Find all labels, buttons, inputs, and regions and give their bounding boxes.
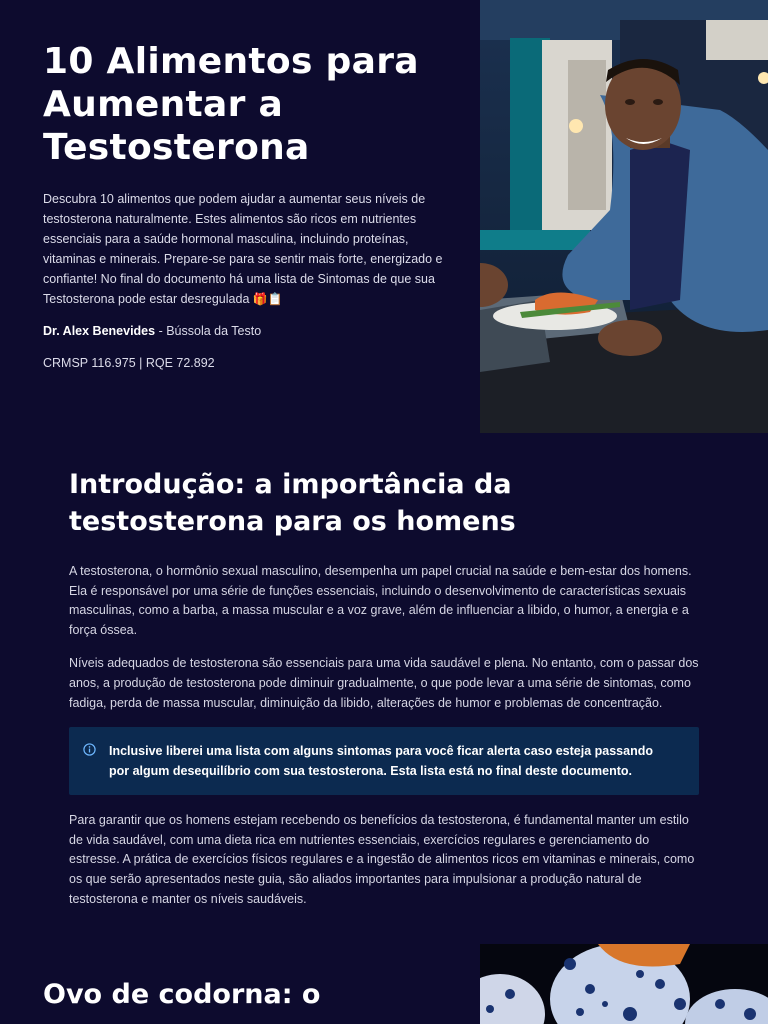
- intro-paragraph-1: A testosterona, o hormônio sexual masculino, desempenha um papel crucial na saúde e bem-estar dos homens. Ela é responsável por uma série de funções essenciais, incluindo o desenvolvimento de características sexuais masculinas, como a barba, a massa muscular e a voz grave, além de influenciar a libido, o humor, a energia e a força óssea.: [69, 564, 692, 637]
- intro-paragraph-3: Para garantir que os homens estejam recebendo os benefícios da testosterona, é fundamental manter um estilo de vida saudável, com uma dieta rica em nutrientes essenciais, exercícios regulares e gerenciamento do estresse. A prática de exercícios físicos regulares e a ingestão de alimentos ricos em vitaminas e minerais, como os que serão apresentados neste guia, são aliados importantes para impulsionar a produção natural de testosterona e manter os níveis saudáveis.: [69, 813, 695, 906]
- quail-eggs-photo: [480, 944, 768, 1024]
- hero-description: [43, 189, 443, 309]
- intro-paragraph-2: Níveis adequados de testosterona são essenciais para uma vida saudável e plena. No entanto, com o passar dos anos, a produção de testosterona pode diminuir gradualmente, o que pode levar a uma série de sintomas, como fadiga, perda de massa muscular, diminuição da libido, alterações de humor e problemas de concentração.: [69, 656, 699, 710]
- info-callout: [69, 727, 699, 795]
- section-heading-quail-egg: Ovo de codorna: o: [43, 979, 321, 1010]
- page-title: 10 Alimentos para Aumentar a Testosterona: [43, 41, 419, 168]
- author-line: [43, 321, 443, 341]
- introduction-section: [69, 466, 699, 923]
- hero-description-text: Descubra 10 alimentos que podem ajudar a aumentar seus níveis de testosterona naturalmente. Estes alimentos são ricos em nutrientes essenciais para a saúde hormonal masculina, incluindo proteínas, vitaminas e minerais. Prepare-se para se sentir mais forte, energizado e confiante! No final do documento há uma lista de Sintomas de que sua Testosterona pode estar desregulada: [43, 192, 443, 306]
- section-heading-introduction: Introdução: a importância da testosterona para os homens: [69, 469, 516, 537]
- callout-text: Inclusive liberei uma lista com alguns sintomas para você ficar alerta caso esteja passando por algum desequilíbrio com sua testosterona. Esta lista está no final deste documento.: [109, 744, 653, 779]
- hero-photo-man-eating: [480, 0, 768, 433]
- author-affiliation: - Bússola da Testo: [155, 324, 262, 338]
- hero-text: [43, 40, 443, 373]
- gift-clipboard-emoji: 🎁📋: [252, 292, 283, 306]
- info-icon: [83, 743, 96, 756]
- hero-section: [0, 0, 768, 433]
- author-name: Dr. Alex Benevides: [43, 324, 156, 338]
- author-credentials: CRMSP 116.975 | RQE 72.892: [43, 356, 215, 370]
